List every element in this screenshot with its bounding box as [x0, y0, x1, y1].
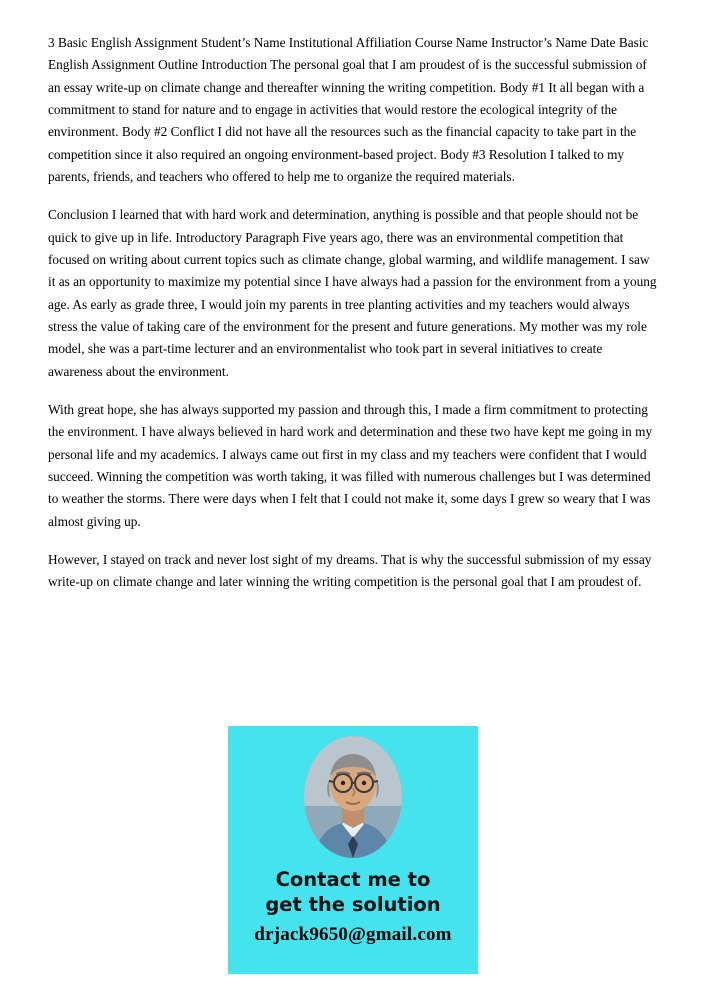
avatar: [304, 736, 402, 858]
paragraph-1: 3 Basic English Assignment Student’s Name Institutional Affiliation Course Name Instructor’s Name Date Basic English Assignment Outline Introduction The personal goal that I am proudest of is the successful submission of an essay write-up on climate change and thereafter winning the writing competition. Body #1 It all began with a commitment to stand for nature and to engage in activities that would restore the ecological integrity of the environment. Body #2 Conflict I did not have all the resources such as the financial capacity to take part in the competition since it also required an ongoing environment-based project. Body #3 Resolution I talked to my parents, friends, and teachers who offered to help me to organize the required materials.: [48, 35, 649, 184]
promo-headline-line2: get the solution: [265, 892, 441, 916]
promo-headline-line1: Contact me to: [275, 868, 431, 891]
paragraph-2: Conclusion I learned that with hard work and determination, anything is possible and that people should not be quick to give up in life. Introductory Paragraph Five years ago, there was an environmental competition that focused on writing about current topics such as climate change, global warming, and wildlife management. I saw it as an opportunity to maximize my potential since I have always had a passion for the environment from a young age. As early as grade three, I would join my parents in tree planting activities and my teachers would always stress the value of taking care of the environment for the present and future generations. My mother was my role model, she was a part-time lecturer and an environmentalist who took part in several initiatives to create awareness about the environment.: [48, 207, 657, 379]
promo-contact-card[interactable]: [228, 726, 478, 974]
document-body: [48, 32, 660, 594]
promo-headline: [265, 868, 440, 918]
paragraph-3: With great hope, she has always supported my passion and through this, I made a firm commitment to protecting the environment. I have always believed in hard work and determination and these two have kept me going in my personal life and my academics. I always came out first in my class and my teachers were confident that I would succeed. Winning the competition was worth taking, it was filled with numerous challenges but I was determined to weather the storms. There were days when I felt that I could not make it, some days I grew so weary that I was almost giving up.: [48, 401, 653, 529]
promo-email[interactable]: drjack9650@gmail.com: [254, 923, 452, 945]
paragraph-4: However, I stayed on track and never lost sight of my dreams. That is why the successful submission of my essay write-up on climate change and later winning the writing competition is the personal goal that I am proudest of.: [48, 551, 652, 590]
